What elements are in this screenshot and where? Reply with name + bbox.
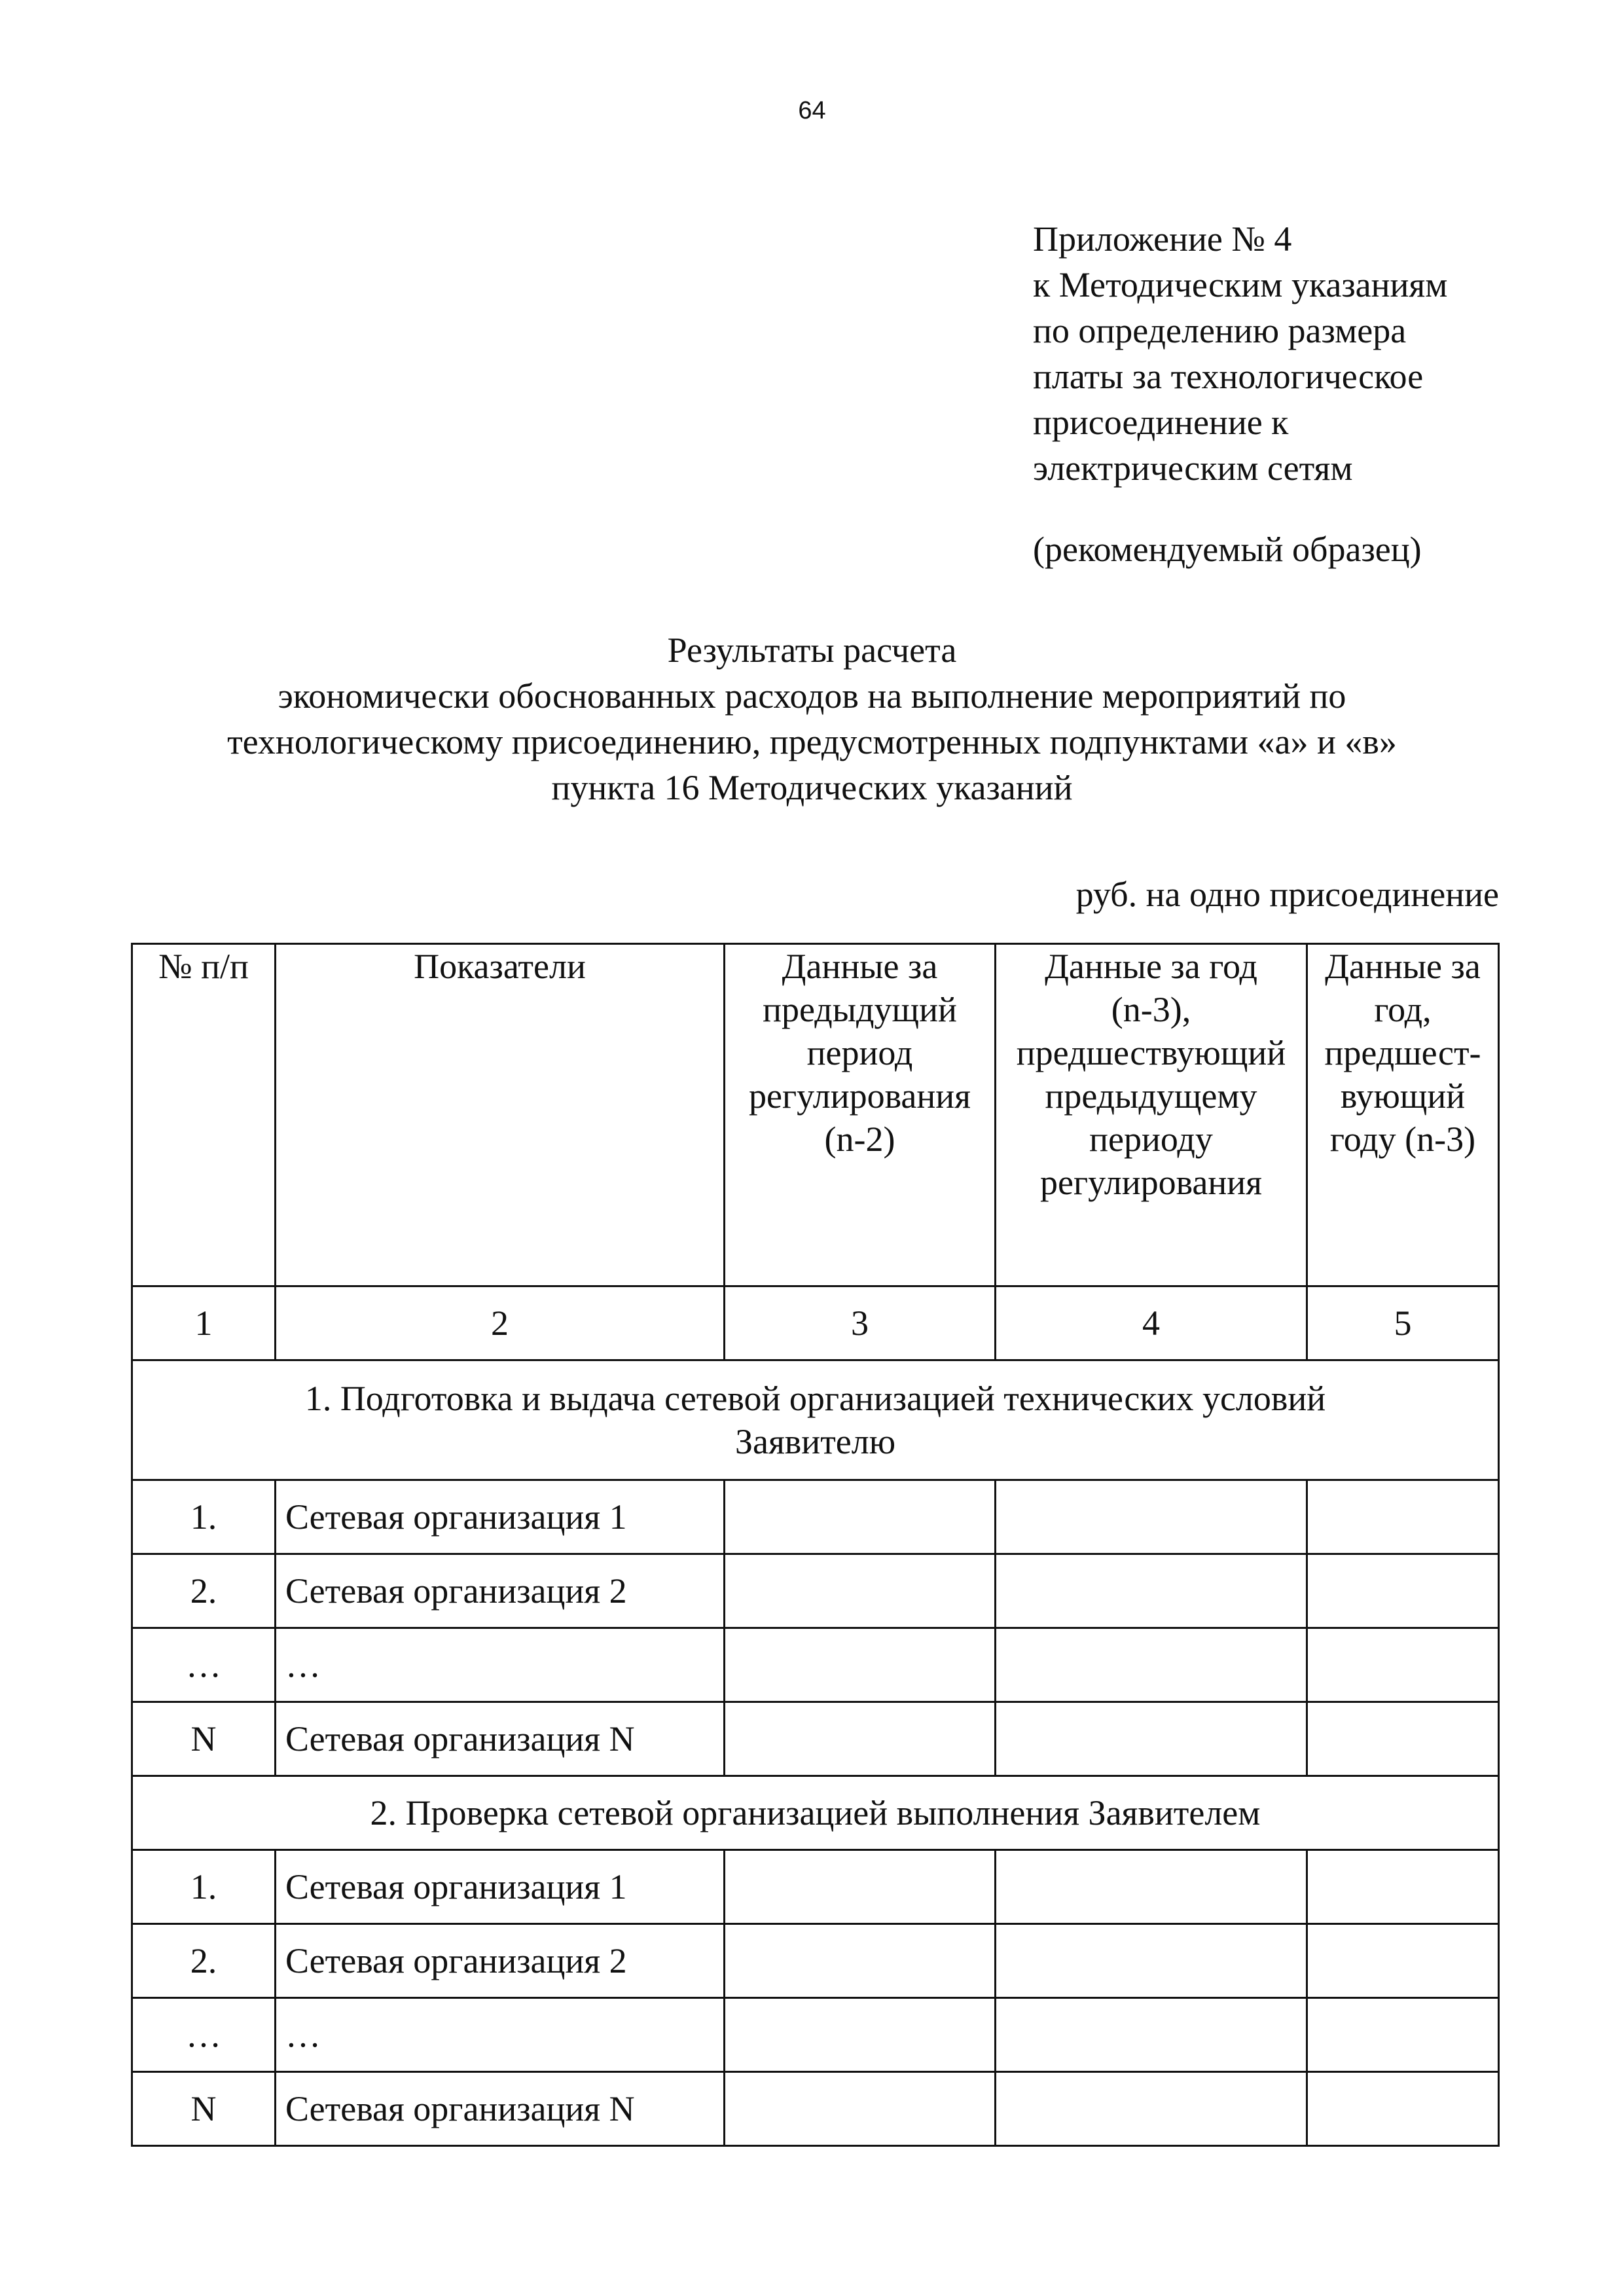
value-cell: [725, 1554, 996, 1628]
table-row: [132, 1924, 1499, 1998]
section-heading: 1. Подготовка и выдача сетевой организацией технических условий Заявителю: [132, 1360, 1499, 1480]
value-cell: [1307, 1554, 1499, 1628]
section-heading-row: [132, 1360, 1499, 1480]
row-number: 1.: [132, 1480, 276, 1554]
value-cell: [725, 1480, 996, 1554]
value-cell: [725, 2072, 996, 2146]
value-cell: [725, 1998, 996, 2072]
table-row: [132, 1480, 1499, 1554]
row-name: Сетевая организация N: [276, 2072, 725, 2146]
value-cell: [996, 1628, 1307, 1702]
value-cell: [996, 1850, 1307, 1924]
value-cell: [1307, 1998, 1499, 2072]
sample-note: (рекомендуемый образец): [1033, 530, 1422, 569]
row-number: 1.: [132, 1850, 276, 1924]
header-year-before-n3: Данные за год, предшест- вующий году (n-3): [1307, 944, 1499, 1286]
appendix-reference: [1033, 216, 1557, 491]
document-title: [0, 627, 1624, 811]
value-cell: [1307, 1628, 1499, 1702]
value-cell: [1307, 2072, 1499, 2146]
table-row: [132, 1850, 1499, 1924]
column-number: 3: [725, 1286, 996, 1360]
appendix-line: Приложение № 4: [1033, 219, 1292, 259]
table-row: [132, 1702, 1499, 1776]
column-number-row: [132, 1286, 1499, 1360]
row-name: …: [276, 1628, 725, 1702]
table-header-row: [132, 944, 1499, 1286]
appendix-line: по определению размера: [1033, 311, 1407, 350]
appendix-line: электрическим сетям: [1033, 448, 1353, 488]
header-year-n3: Данные за год (n-3), предшествующий предыдущему периоду регулирования: [996, 944, 1307, 1286]
title-line: пункта 16 Методических указаний: [551, 768, 1073, 807]
table-row: [132, 1998, 1499, 2072]
units-label: руб. на одно присоединение: [1075, 875, 1499, 914]
page-number: 64: [798, 97, 826, 124]
column-number: 1: [132, 1286, 276, 1360]
table-row: [132, 1628, 1499, 1702]
value-cell: [725, 1850, 996, 1924]
table-row: [132, 1554, 1499, 1628]
row-name: …: [276, 1998, 725, 2072]
title-line: экономически обоснованных расходов на выполнение мероприятий по: [278, 676, 1346, 716]
value-cell: [1307, 1702, 1499, 1776]
appendix-line: платы за технологическое: [1033, 357, 1424, 396]
value-cell: [725, 1628, 996, 1702]
value-cell: [1307, 1924, 1499, 1998]
value-cell: [996, 1480, 1307, 1554]
table-row: [132, 2072, 1499, 2146]
row-number: …: [132, 1628, 276, 1702]
results-table: [131, 943, 1500, 2147]
header-previous-period: Данные за предыдущий период регулирования (n-2): [725, 944, 996, 1286]
column-number: 5: [1307, 1286, 1499, 1360]
row-number: …: [132, 1998, 276, 2072]
value-cell: [996, 1998, 1307, 2072]
value-cell: [996, 1924, 1307, 1998]
row-name: Сетевая организация 1: [276, 1850, 725, 1924]
title-line: технологическому присоединению, предусмотренных подпунктами «а» и «в»: [227, 722, 1397, 761]
section-heading-row: [132, 1776, 1499, 1850]
value-cell: [996, 1702, 1307, 1776]
value-cell: [725, 1702, 996, 1776]
value-cell: [725, 1924, 996, 1998]
appendix-line: присоединение к: [1033, 403, 1289, 442]
row-name: Сетевая организация 2: [276, 1924, 725, 1998]
row-number: N: [132, 1702, 276, 1776]
row-number: 2.: [132, 1554, 276, 1628]
row-name: Сетевая организация 2: [276, 1554, 725, 1628]
value-cell: [996, 1554, 1307, 1628]
row-number: N: [132, 2072, 276, 2146]
title-line: Результаты расчета: [667, 630, 957, 670]
column-number: 2: [276, 1286, 725, 1360]
header-indicators: Показатели: [276, 944, 725, 1286]
value-cell: [1307, 1480, 1499, 1554]
row-number: 2.: [132, 1924, 276, 1998]
value-cell: [996, 2072, 1307, 2146]
row-name: Сетевая организация 1: [276, 1480, 725, 1554]
column-number: 4: [996, 1286, 1307, 1360]
row-name: Сетевая организация N: [276, 1702, 725, 1776]
appendix-line: к Методическим указаниям: [1033, 265, 1448, 304]
value-cell: [1307, 1850, 1499, 1924]
section-heading: 2. Проверка сетевой организацией выполнения Заявителем: [132, 1776, 1499, 1850]
header-number: № п/п: [132, 944, 276, 1286]
